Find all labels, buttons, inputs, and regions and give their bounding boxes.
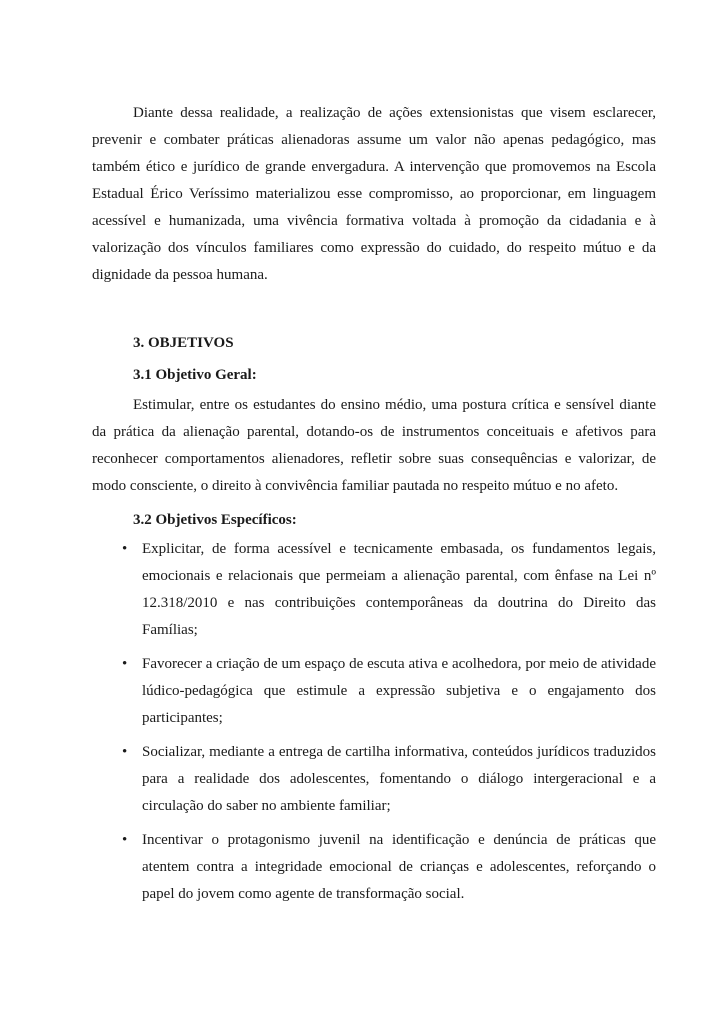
list-item	[92, 651, 656, 732]
list-item-text: Socializar, mediante a entrega de cartilha informativa, conteúdos jurídicos traduzidos para a realidade dos adolescentes, fomentando o diálogo intergeracional e a circulação do saber no ambiente familiar;	[142, 744, 656, 814]
intro-paragraph: Diante dessa realidade, a realização de ações extensionistas que visem esclarecer, prevenir e combater práticas alienadoras assume um valor não apenas pedagógico, mas também ético e jurídico de grande envergadura. A intervenção que promovemos na Escola Estadual Érico Veríssimo materializou esse compromisso, ao proporcionar, em linguagem acessível e humanizada, uma vivência formativa voltada à promoção da cidadania e à valorização dos vínculos familiares como expressão do cuidado, do respeito mútuo e da dignidade da pessoa humana.	[92, 105, 656, 283]
list-item-text: Explicitar, de forma acessível e tecnicamente embasada, os fundamentos legais, emocionais e relacionais que permeiam a alienação parental, com ênfase na Lei nº 12.318/2010 e nas contribuições contemporâneas da doutrina do Direito das Famílias;	[142, 541, 656, 638]
list-item-text: Favorecer a criação de um espaço de escuta ativa e acolhedora, por meio de atividade lúdico-pedagógica que estimule a expressão subjetiva e o engajamento dos participantes;	[142, 656, 656, 726]
subheading-objetivos-especificos: 3.2 Objetivos Específicos:	[133, 512, 297, 528]
bullet-icon: •	[122, 656, 128, 672]
bullet-icon: •	[122, 832, 128, 848]
objetivo-geral-paragraph: Estimular, entre os estudantes do ensino médio, uma postura crítica e sensível diante da prática da alienação parental, dotando-os de instrumentos conceituais e afetivos para reconhecer comportamentos alienadores, refletir sobre suas consequências e valorizar, de modo consciente, o direito à convivência familiar pautada no respeito mútuo e no afeto.	[92, 397, 656, 494]
bullet-icon: •	[122, 541, 128, 557]
list-item	[92, 536, 656, 644]
section-heading-objetivos: 3. OBJETIVOS	[133, 335, 234, 351]
subheading-objetivo-geral: 3.1 Objetivo Geral:	[133, 367, 257, 383]
list-item-text: Incentivar o protagonismo juvenil na identificação e denúncia de práticas que atentem contra a integridade emocional de crianças e adolescentes, reforçando o papel do jovem como agente de transformação social.	[142, 832, 656, 902]
list-item	[92, 827, 656, 908]
bullet-icon: •	[122, 744, 128, 760]
objetivos-especificos-list	[92, 536, 656, 908]
list-item	[92, 739, 656, 820]
